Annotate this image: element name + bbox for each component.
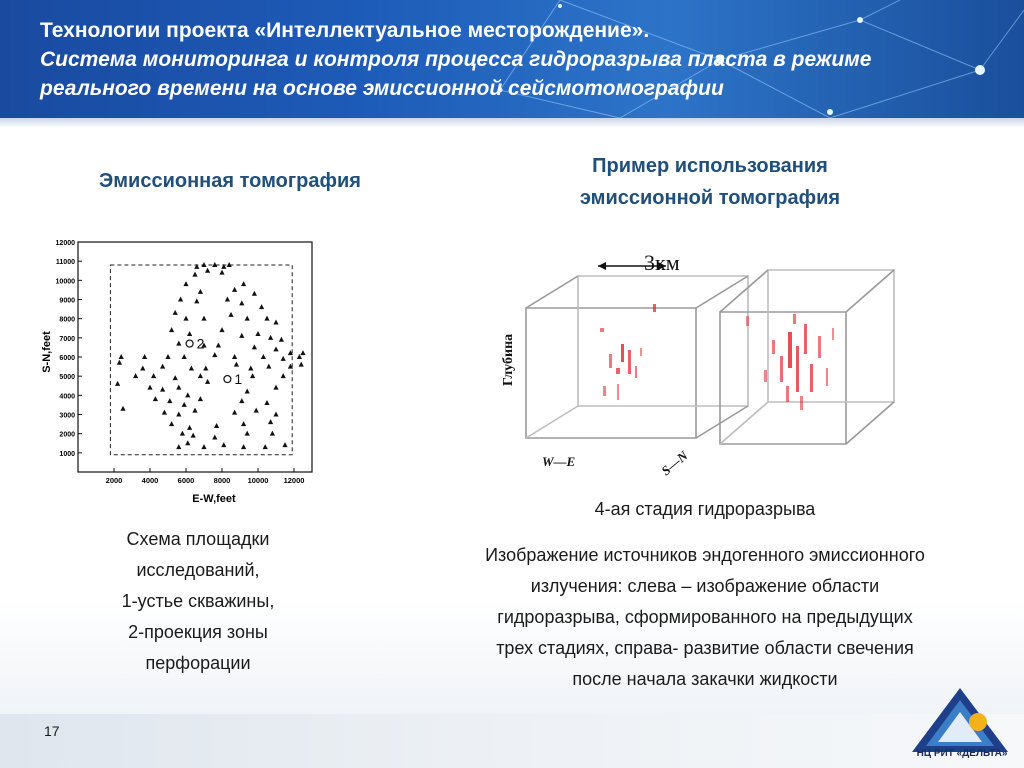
station-point xyxy=(263,444,268,449)
left-caption-line: исследований, xyxy=(136,560,260,580)
station-point xyxy=(264,400,269,405)
station-point xyxy=(115,381,120,386)
station-point xyxy=(241,444,246,449)
x-tick-label: 12000 xyxy=(283,476,305,485)
emission-sources-left xyxy=(600,304,656,400)
station-point xyxy=(252,291,257,296)
station-point xyxy=(201,444,206,449)
station-point xyxy=(189,366,194,371)
y-tick-label: 1000 xyxy=(59,450,75,458)
station-point xyxy=(245,316,250,321)
station-point xyxy=(234,362,239,367)
y-tick-label: 11000 xyxy=(55,259,75,267)
station-point xyxy=(232,287,237,292)
slide-title: Технологии проекта «Интеллектуальное месторождение». xyxy=(40,19,650,42)
slide-subtitle-line2: реального времени на основе эмиссионной сейсмотомографии xyxy=(40,77,724,100)
right-title-line2: эмиссионной томография xyxy=(579,187,841,209)
station-point xyxy=(219,327,224,332)
station-point xyxy=(281,356,286,361)
x-tick-label: 8000 xyxy=(213,476,231,485)
station-point xyxy=(239,398,244,403)
station-point xyxy=(279,337,284,342)
station-point xyxy=(153,396,158,401)
station-point xyxy=(142,354,147,359)
station-point xyxy=(212,435,217,440)
right-caption-line: Изображение источников эндогенного эмиссионного xyxy=(485,545,925,565)
station-point xyxy=(261,354,266,359)
station-point xyxy=(183,281,188,286)
y-tick-label: 4000 xyxy=(59,393,75,401)
right-caption xyxy=(395,540,1015,695)
y-tick-label: 7000 xyxy=(59,335,75,343)
right-section-title xyxy=(510,150,910,214)
station-point xyxy=(117,360,122,365)
station-point xyxy=(228,312,233,317)
station-point xyxy=(201,316,206,321)
tomography-cubes-image xyxy=(488,236,908,486)
station-point xyxy=(225,297,230,302)
station-point xyxy=(182,354,187,359)
y-tick-label: 8000 xyxy=(59,316,75,324)
y-tick-label: 2000 xyxy=(59,431,75,439)
y-tick-label: 5000 xyxy=(59,374,75,382)
right-caption-line: трех стадиях, справа- развитие области свечения xyxy=(496,638,914,658)
station-point xyxy=(250,373,255,378)
station-point xyxy=(248,366,253,371)
header-divider xyxy=(0,118,1024,128)
station-point xyxy=(191,433,196,438)
station-point xyxy=(299,362,304,367)
station-point xyxy=(273,320,278,325)
station-point xyxy=(185,440,190,445)
station-point xyxy=(176,341,181,346)
right-cube xyxy=(720,270,894,444)
station-point xyxy=(268,335,273,340)
station-point xyxy=(245,389,250,394)
station-point xyxy=(205,268,210,273)
marker-2 xyxy=(186,340,193,347)
station-point xyxy=(198,373,203,378)
station-point xyxy=(182,402,187,407)
marker-1 xyxy=(224,376,231,383)
station-point xyxy=(169,421,174,426)
station-point xyxy=(252,344,257,349)
station-point xyxy=(185,392,190,397)
title-banner xyxy=(0,0,1024,118)
station-point xyxy=(241,421,246,426)
station-point xyxy=(254,408,259,413)
station-point xyxy=(160,364,165,369)
slide-subtitle-line1: Система мониторинга и контроля процесса гидроразрыва пласта в режиме xyxy=(40,48,872,71)
station-point xyxy=(259,304,264,309)
y-tick-label: 10000 xyxy=(55,278,75,286)
station-point xyxy=(183,316,188,321)
station-point xyxy=(270,431,275,436)
marker-label: 1 xyxy=(234,371,243,388)
station-point xyxy=(173,310,178,315)
station-point xyxy=(245,431,250,436)
x-tick-label: 10000 xyxy=(247,476,269,485)
station-point xyxy=(273,385,278,390)
y-axis-label: S-N,feet xyxy=(41,331,53,373)
station-point xyxy=(214,423,219,428)
station-point xyxy=(192,272,197,277)
emission-sources-right xyxy=(746,314,834,410)
station-point xyxy=(176,444,181,449)
station-point xyxy=(140,366,145,371)
left-section-title: Эмиссионная томография xyxy=(99,170,361,192)
y-tick-label: 3000 xyxy=(59,412,75,420)
x-tick-label: 2000 xyxy=(105,476,123,485)
station-point xyxy=(169,327,174,332)
station-point xyxy=(232,410,237,415)
scatter-plot xyxy=(40,232,320,507)
y-tick-label: 6000 xyxy=(59,355,75,362)
station-point xyxy=(160,387,165,392)
left-caption xyxy=(58,524,338,679)
station-point xyxy=(255,331,260,336)
station-point xyxy=(165,354,170,359)
x-tick-label: 4000 xyxy=(141,476,159,485)
station-point xyxy=(203,366,208,371)
station-point xyxy=(178,297,183,302)
station-point xyxy=(239,300,244,305)
station-point xyxy=(281,373,286,378)
sn-axis-label: S—N xyxy=(658,447,691,479)
station-point xyxy=(173,375,178,380)
right-caption-line: излучения: слева – изображение области xyxy=(530,576,880,596)
left-caption-line: 2-проекция зоны xyxy=(128,622,268,642)
cubes-figure xyxy=(488,236,908,486)
right-caption-line: гидроразрыва, сформированного на предыдущих xyxy=(497,607,913,627)
station-point xyxy=(198,289,203,294)
station-point xyxy=(133,373,138,378)
station-point xyxy=(167,398,172,403)
right-caption-line: после начала закачки жидкости xyxy=(572,669,838,689)
station-point xyxy=(119,354,124,359)
station-point xyxy=(239,333,244,338)
station-point xyxy=(219,270,224,275)
marker-label: 2 xyxy=(196,335,205,352)
left-caption-line: 1-устье скважины, xyxy=(121,591,275,611)
station-point xyxy=(266,364,271,369)
station-point xyxy=(187,425,192,430)
station-point xyxy=(180,431,185,436)
station-point xyxy=(147,385,152,390)
station-point xyxy=(221,442,226,447)
station-point xyxy=(176,385,181,390)
station-point xyxy=(264,316,269,321)
station-point xyxy=(187,331,192,336)
footer-bar xyxy=(0,714,1024,768)
station-point xyxy=(300,350,305,355)
station-point xyxy=(282,442,287,447)
station-point xyxy=(273,346,278,351)
scale-label: 3км xyxy=(644,250,680,275)
left-caption-line: Схема площадки xyxy=(126,529,270,549)
station-point xyxy=(273,412,278,417)
company-logo-text: НЦ РИТ «ДЕЛЬТА» xyxy=(916,748,1008,759)
station-point xyxy=(205,379,210,384)
site-scheme-chart xyxy=(40,232,320,507)
station-point xyxy=(216,343,221,348)
left-caption-line: перфорации xyxy=(145,653,251,673)
fracturing-stage-label: 4-ая стадия гидроразрыва xyxy=(594,499,816,519)
page-number: 17 xyxy=(44,723,60,739)
station-point xyxy=(176,412,181,417)
station-point xyxy=(268,419,273,424)
station-point xyxy=(198,396,203,401)
x-axis-label: E-W,feet xyxy=(192,493,236,505)
station-point xyxy=(212,352,217,357)
y-tick-label: 12000 xyxy=(55,240,75,247)
station-point xyxy=(120,406,125,411)
right-title-line1: Пример использования xyxy=(592,155,828,177)
station-point xyxy=(192,408,197,413)
station-point xyxy=(241,281,246,286)
we-axis-label: W—E xyxy=(542,454,576,469)
x-tick-label: 6000 xyxy=(177,476,195,485)
station-point xyxy=(151,373,156,378)
depth-label: Глубина xyxy=(501,333,516,386)
station-point xyxy=(162,410,167,415)
left-cube xyxy=(526,276,748,438)
y-tick-label: 9000 xyxy=(59,297,75,305)
station-point xyxy=(194,298,199,303)
station-point xyxy=(232,354,237,359)
